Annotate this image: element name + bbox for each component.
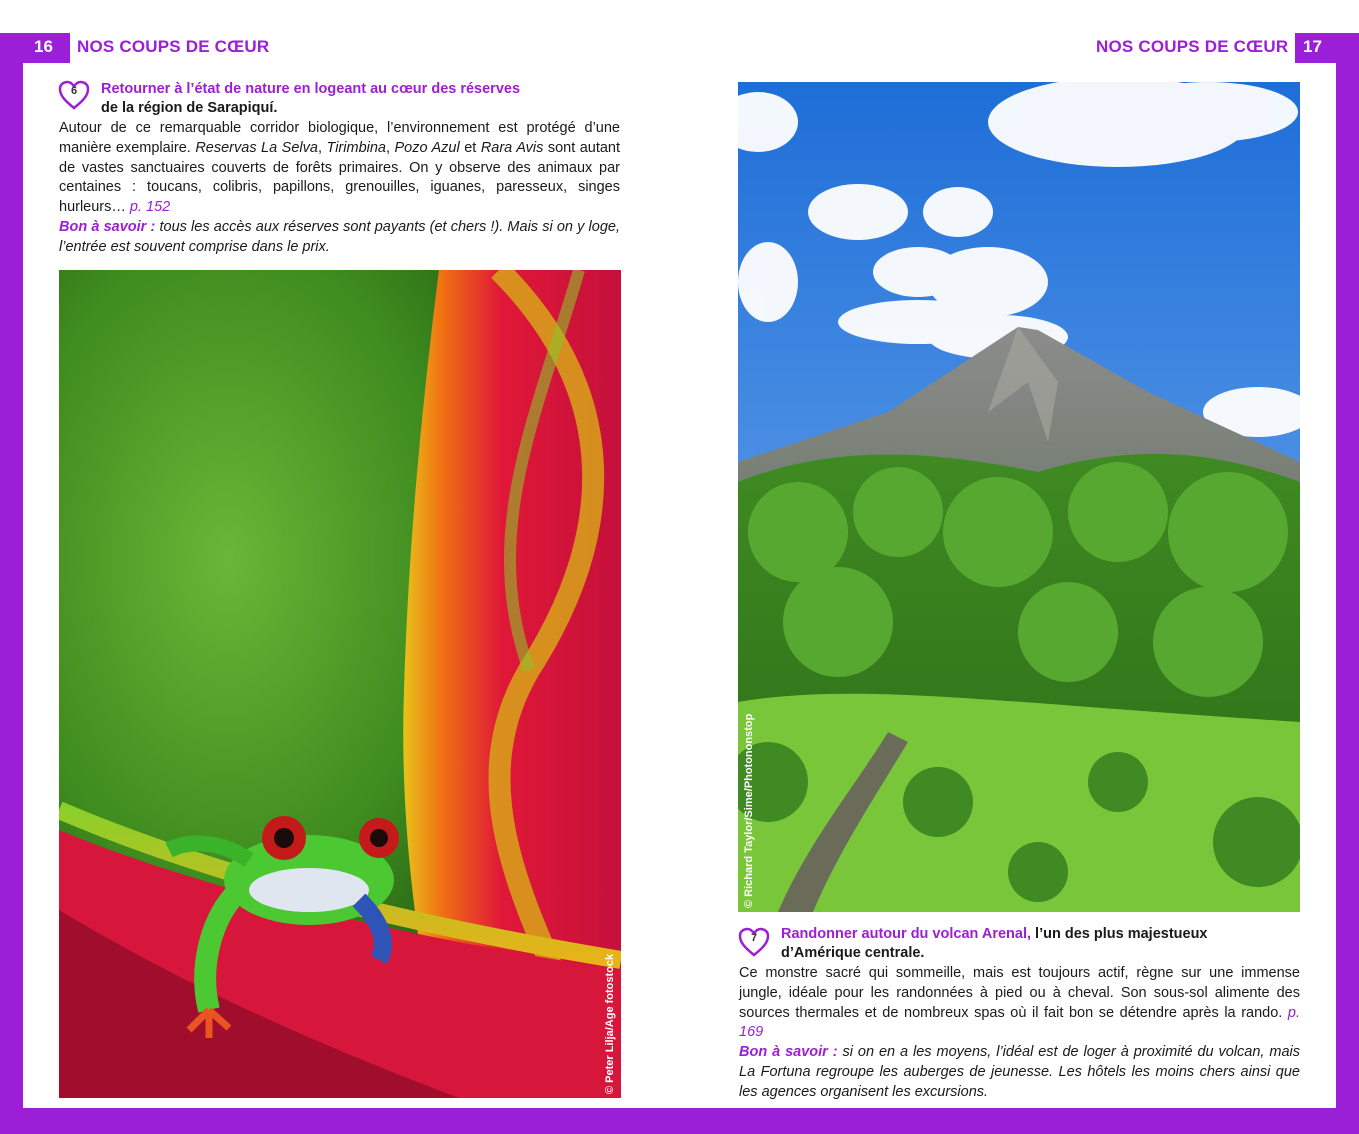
page-reference: p. 152 — [129, 199, 171, 216]
section-title-right: NOS COUPS DE CŒUR — [1096, 37, 1289, 56]
entry-title-6 — [101, 80, 621, 118]
reserve-name: Reservas La Selva — [195, 139, 318, 156]
entry-title-rest: l’un des plus majestueux — [1031, 926, 1208, 942]
entry-body-6 — [59, 119, 620, 258]
tip-text: si on en a les moyens, l’idéal est de loger à proximité du volcan, mais La Fortuna regroupe les auberges de jeunesse. Les hôtels les moins chers ainsi que les agences organisent les excursions. — [739, 1044, 1301, 1100]
left-border — [0, 33, 23, 1134]
entry-title-rest: de la région de Sarapiquí. — [101, 100, 278, 116]
separator: , — [385, 139, 395, 156]
top-margin — [0, 0, 1359, 33]
heart-icon — [58, 80, 90, 110]
reserve-name: Rara Avis — [480, 139, 544, 156]
reserve-name: Pozo Azul — [394, 139, 460, 156]
tip-label: Bon à savoir : — [59, 218, 156, 235]
body-text: sont autant de vastes sanctuaires couverts de forêts primaires. On y observe des animaux par centaines : toucans, colibris, papillons, grenouilles, iguanes, paresseux, singes hurleurs… — [59, 139, 621, 216]
page-reference: p. 169 — [739, 1004, 1300, 1041]
entry-number: 6 — [70, 85, 78, 97]
reserve-name: Tirimbina — [326, 139, 386, 156]
entry-title-highlight: Retourner à l’état de nature en logeant au cœur des réserves — [101, 81, 521, 97]
separator: et — [459, 139, 481, 156]
entry-title-7 — [781, 925, 1301, 963]
tip-label: Bon à savoir : — [739, 1044, 838, 1061]
frog-photo — [59, 270, 621, 1098]
volcano-photo — [738, 82, 1300, 912]
body-text: Autour de ce remarquable corridor biologique, l’environnement est protégé d’une manière exemplaire. — [59, 120, 620, 156]
body-text: Ce monstre sacré qui sommeille, mais est toujours actif, règne sur une immense jungle, idéale pour les randonnées à pied ou à cheval. Son sous-sol alimente des sources thermales et de nombreux spas où il fait bon se détendre après la rando. — [739, 965, 1300, 1021]
page-number-right: 17 — [1303, 37, 1322, 56]
page-number-left: 16 — [34, 37, 53, 56]
right-border — [1336, 33, 1359, 1134]
entry-title-rest-line2: d’Amérique centrale. — [781, 945, 925, 961]
heart-icon — [738, 927, 770, 957]
tip-text: tous les accès aux réserves sont payants (et chers !). Mais si on y loge, l’entrée est souvent comprise dans le prix. — [59, 218, 620, 255]
section-title-left: NOS COUPS DE CŒUR — [77, 37, 270, 56]
photo-credit-left: © Peter Lilja/Age fotostock — [604, 953, 616, 1094]
separator: , — [317, 139, 327, 156]
entry-title-highlight: Randonner autour du volcan Arenal, — [781, 926, 1032, 942]
photo-credit-right: © Richard Taylor/Sime/Photononstop — [743, 713, 755, 908]
entry-body-7 — [739, 964, 1300, 1103]
entry-number: 7 — [750, 932, 758, 944]
bottom-border — [0, 1108, 1359, 1134]
